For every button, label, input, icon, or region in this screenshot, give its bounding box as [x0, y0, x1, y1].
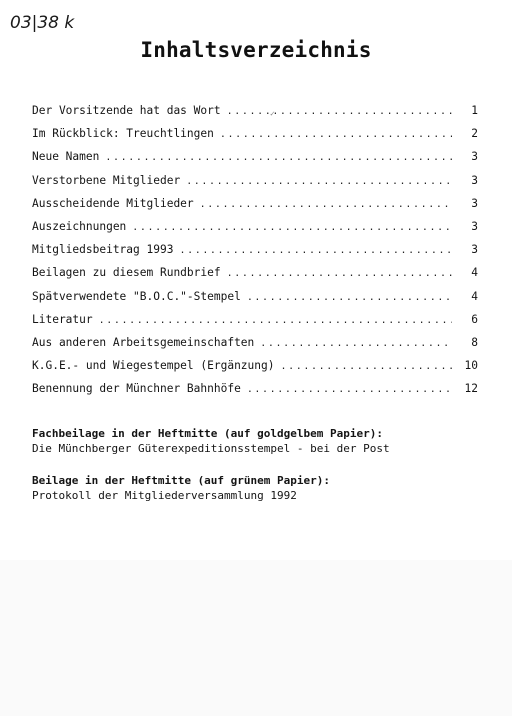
- toc-entry-page: 4: [471, 289, 478, 303]
- toc-entry: [32, 266, 478, 289]
- toc-entry-label: Aus anderen Arbeitsgemeinschaften: [32, 335, 255, 349]
- toc-leader-dots: [105, 152, 452, 163]
- toc-entry-label: Beilagen zu diesem Rundbrief: [32, 266, 221, 280]
- toc-entry-page: 3: [471, 219, 478, 233]
- toc-entry-page: 3: [471, 243, 478, 257]
- toc-entry-page: 4: [471, 266, 478, 280]
- toc-leader-dots: [132, 222, 452, 233]
- toc-entry-page: 3: [471, 173, 478, 187]
- toc-entry: [32, 197, 478, 220]
- toc-entry-page: 8: [471, 335, 478, 349]
- check-mark-icon: ✓: [270, 109, 275, 118]
- toc-entry-page: 10: [464, 359, 478, 373]
- toc-entry-label: K.G.E.- und Wiegestempel (Ergänzung): [32, 359, 275, 373]
- toc-entry: [32, 336, 478, 359]
- toc-leader-dots: [247, 384, 452, 395]
- toc-entry-page: 3: [471, 150, 478, 164]
- supplement-note: [32, 426, 472, 456]
- toc-entry-label: Verstorbene Mitglieder: [32, 173, 181, 187]
- toc-entry-label: Spätverwendete "B.O.C."-Stempel: [32, 289, 241, 303]
- toc-entry-page: 3: [471, 196, 478, 210]
- table-of-contents: [32, 104, 478, 405]
- toc-entry-label: Benennung der Münchner Bahnhöfe: [32, 382, 241, 396]
- toc-leader-dots: [227, 268, 452, 279]
- toc-entry-page: 6: [471, 312, 478, 326]
- toc-entry: [32, 220, 478, 243]
- handwritten-note-text: 03|38 k: [10, 13, 75, 33]
- toc-leader-dots: [179, 245, 452, 256]
- toc-entry: [32, 313, 478, 336]
- toc-entry: [32, 359, 478, 382]
- toc-entry-label: Ausscheidende Mitglieder: [32, 196, 194, 210]
- toc-leader-dots: [99, 315, 452, 326]
- supplement-heading: Fachbeilage in der Heftmitte (auf goldgelbem Papier):: [32, 427, 383, 440]
- supplement-note: [32, 473, 472, 503]
- blank-page-area: [0, 560, 512, 716]
- toc-entry: [32, 174, 478, 197]
- toc-leader-dots: [247, 292, 452, 303]
- toc-leader-dots: [227, 106, 452, 117]
- toc-entry: [32, 382, 478, 405]
- toc-entry-label: Mitgliedsbeitrag 1993: [32, 243, 174, 257]
- toc-entry-label: Auszeichnungen: [32, 219, 127, 233]
- toc-leader-dots: [200, 199, 452, 210]
- toc-entry-page: 2: [471, 127, 478, 141]
- toc-leader-dots: [260, 338, 452, 349]
- toc-entry-label: Im Rückblick: Treuchtlingen: [32, 127, 214, 141]
- toc-leader-dots: [186, 176, 452, 187]
- toc-entry-page: 12: [464, 382, 478, 396]
- toc-leader-dots: [280, 361, 452, 372]
- page-title: Inhaltsverzeichnis: [140, 38, 372, 62]
- toc-entry: [32, 243, 478, 266]
- supplement-description: Protokoll der Mitgliederversammlung 1992: [32, 489, 297, 502]
- supplement-heading: Beilage in der Heftmitte (auf grünem Papier):: [32, 474, 331, 487]
- supplement-description: Die Münchberger Güterexpeditionsstempel - bei der Post: [32, 442, 390, 455]
- toc-entry-page: 1: [471, 104, 478, 117]
- toc-entry: [32, 104, 478, 127]
- toc-entry: [32, 150, 478, 173]
- toc-entry-label: Neue Namen: [32, 150, 100, 164]
- toc-entry-label: Literatur: [32, 312, 93, 326]
- toc-entry: [32, 290, 478, 313]
- toc-leader-dots: [220, 129, 452, 140]
- toc-entry: [32, 127, 478, 150]
- toc-entry-label: Der Vorsitzende hat das Wort: [32, 104, 221, 117]
